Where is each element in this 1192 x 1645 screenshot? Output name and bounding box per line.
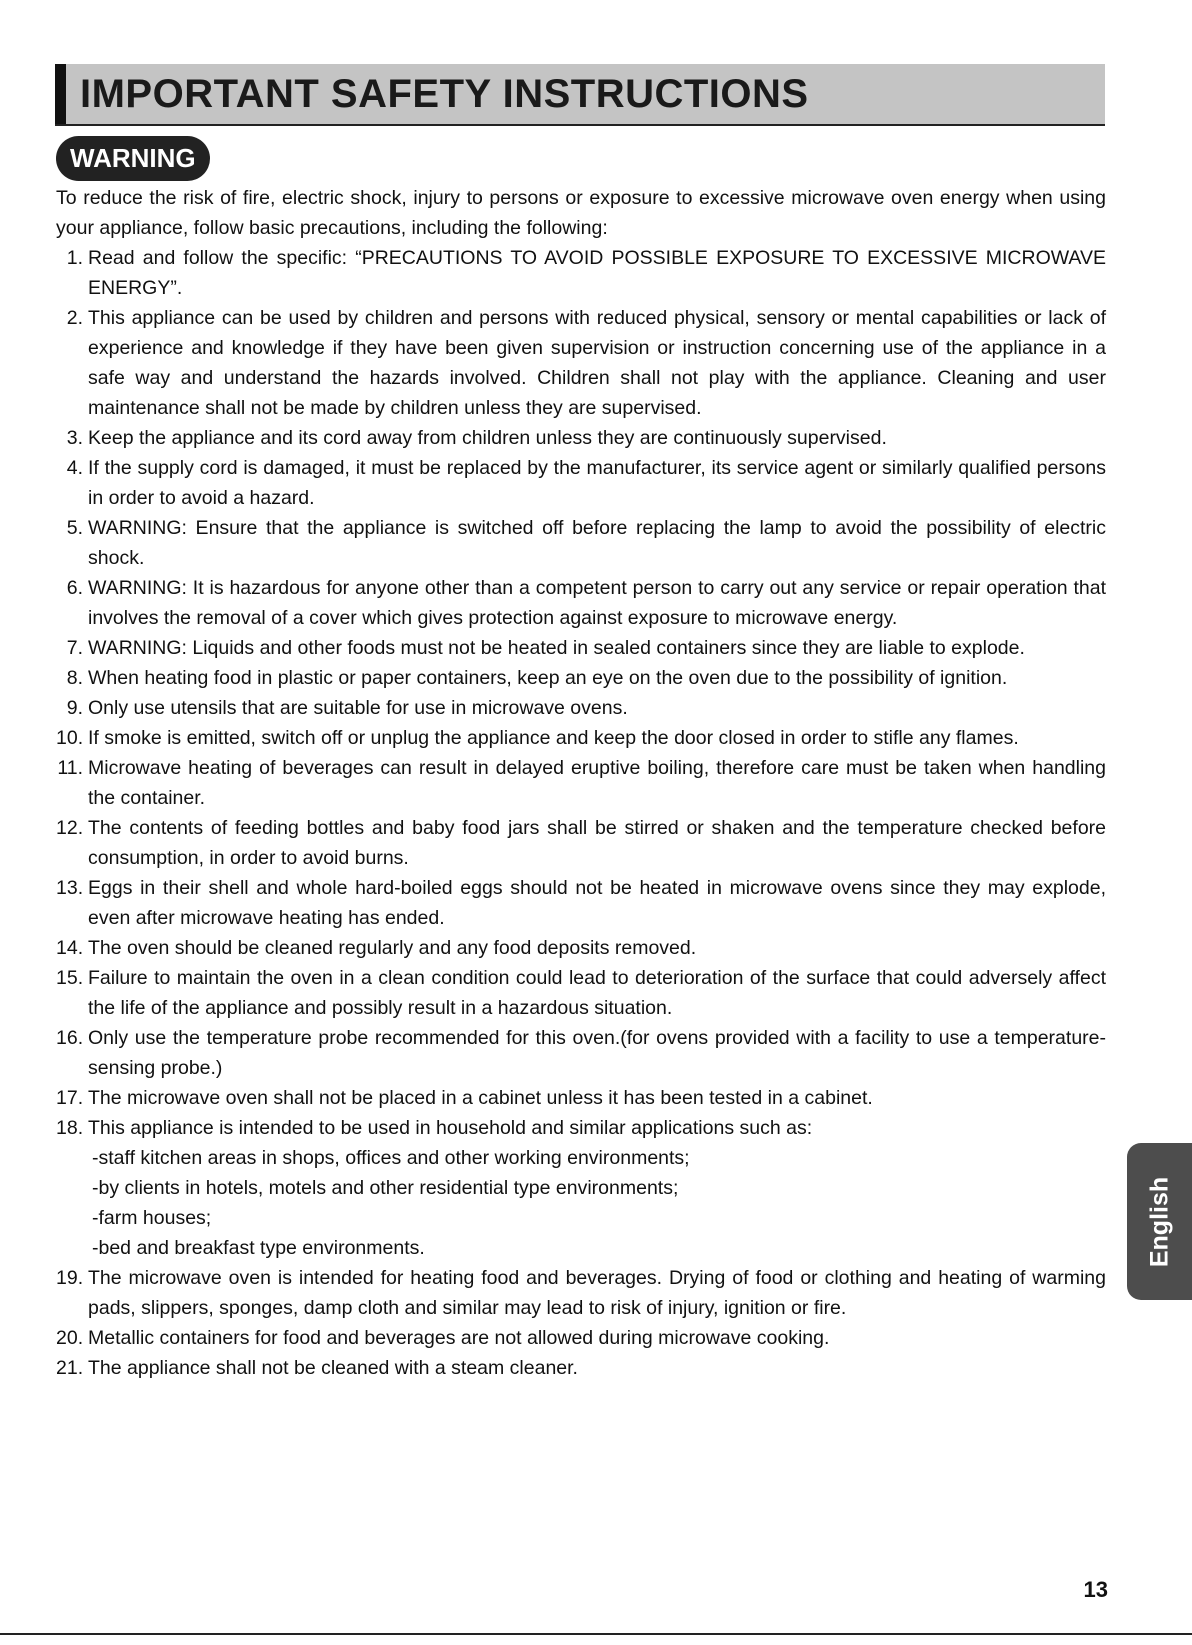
list-item [56, 813, 1106, 873]
item-number: 7. [66, 637, 83, 659]
item-number: 3. [66, 427, 83, 449]
list-item [56, 1113, 1106, 1263]
instructions-body [56, 183, 1106, 1383]
list-item [56, 693, 1106, 723]
warning-badge: WARNING [56, 136, 210, 181]
item-text: This appliance is intended to be used in household and similar applications such as: [88, 1117, 813, 1139]
item-text: Metallic containers for food and beverages are not allowed during microwave cooking. [88, 1327, 830, 1349]
item-number: 13. [56, 877, 84, 899]
item-number: 5. [66, 517, 83, 539]
item-number: 17. [56, 1087, 84, 1109]
item-number: 8. [66, 667, 83, 689]
item-text: If smoke is emitted, switch off or unplug the appliance and keep the door closed in order to stifle any flames. [88, 727, 1019, 749]
sub-item: -by clients in hotels, motels and other residential type environments; [92, 1177, 679, 1199]
item-text: Eggs in their shell and whole hard-boiled eggs should not be heated in microwave ovens since they may explode, even after microwave heating has ended. [88, 877, 1106, 929]
language-tab [1127, 1143, 1192, 1300]
list-item [56, 1023, 1106, 1083]
page-title: IMPORTANT SAFETY INSTRUCTIONS [80, 72, 809, 116]
list-item [56, 243, 1106, 303]
item-number: 21. [56, 1357, 84, 1379]
intro-paragraph: To reduce the risk of fire, electric shock, injury to persons or exposure to excessive microwave oven energy when using your appliance, follow basic precautions, including the following: [56, 187, 1106, 239]
list-item [56, 573, 1106, 633]
list-item [56, 303, 1106, 423]
item-text: Only use utensils that are suitable for use in microwave ovens. [88, 697, 628, 719]
item-text: Failure to maintain the oven in a clean condition could lead to deterioration of the surface that could adversely affect the life of the appliance and possibly result in a hazardous situation. [88, 967, 1106, 1019]
item-number: 11. [57, 757, 83, 779]
bottom-divider [0, 1633, 1192, 1635]
item-text: Read and follow the specific: “PRECAUTIONS TO AVOID POSSIBLE EXPOSURE TO EXCESSIVE MICROWAVE ENERGY”. [88, 247, 1106, 299]
list-item [56, 633, 1106, 663]
list-item [56, 873, 1106, 933]
list-item [56, 663, 1106, 693]
item-number: 1. [66, 247, 83, 269]
item-text: The oven should be cleaned regularly and any food deposits removed. [88, 937, 697, 959]
item-number: 10. [56, 727, 84, 749]
item-text: WARNING: Ensure that the appliance is switched off before replacing the lamp to avoid the possibility of electric shock. [88, 517, 1106, 569]
item-text: Microwave heating of beverages can result in delayed eruptive boiling, therefore care must be taken when handling the container. [88, 757, 1106, 809]
list-item [56, 423, 1106, 453]
item-text: When heating food in plastic or paper containers, keep an eye on the oven due to the possibility of ignition. [88, 667, 1008, 689]
item-number: 2. [66, 307, 83, 329]
item-number: 19. [56, 1267, 84, 1289]
list-item [56, 453, 1106, 513]
title-accent-bar [55, 64, 66, 124]
sub-item: -farm houses; [92, 1207, 212, 1229]
item-number: 20. [56, 1327, 84, 1349]
item-text: This appliance can be used by children and persons with reduced physical, sensory or mental capabilities or lack of experience and knowledge if they have been given supervision or instruction concerning use of the appliance in a safe way and understand the hazards involved. Children shall not play with the appliance. Cleaning and user maintenance shall not be made by children unless they are supervised. [88, 307, 1106, 419]
item-number: 6. [66, 577, 83, 599]
list-item [56, 513, 1106, 573]
item-text: WARNING: Liquids and other foods must not be heated in sealed containers since they are liable to explode. [88, 637, 1025, 659]
item-number: 15. [56, 967, 84, 989]
list-item [56, 963, 1106, 1023]
item-number: 18. [56, 1117, 84, 1139]
item-text: The microwave oven shall not be placed in a cabinet unless it has been tested in a cabinet. [88, 1087, 873, 1109]
instruction-list [56, 243, 1106, 1383]
page-number: 13 [1083, 1577, 1108, 1602]
item-text: If the supply cord is damaged, it must be replaced by the manufacturer, its service agent or similarly qualified persons in order to avoid a hazard. [88, 457, 1106, 509]
item-text: Only use the temperature probe recommended for this oven.(for ovens provided with a facility to use a temperature-sensing probe.) [88, 1027, 1106, 1079]
list-item [56, 1323, 1106, 1353]
list-item [56, 723, 1106, 753]
sub-item: -staff kitchen areas in shops, offices and other working environments; [92, 1147, 690, 1169]
language-tab-label: English [1145, 1176, 1173, 1267]
list-item [56, 1353, 1106, 1383]
item-text: The appliance shall not be cleaned with a steam cleaner. [88, 1357, 578, 1379]
item-text: Keep the appliance and its cord away from children unless they are continuously supervised. [88, 427, 887, 449]
item-text: The microwave oven is intended for heating food and beverages. Drying of food or clothing and heating of warming pads, slippers, sponges, damp cloth and similar may lead to risk of injury, ignition or fire. [88, 1267, 1106, 1319]
sub-item: -bed and breakfast type environments. [92, 1237, 425, 1259]
list-item [56, 1263, 1106, 1323]
item-number: 9. [66, 697, 83, 719]
item-text: The contents of feeding bottles and baby food jars shall be stirred or shaken and the temperature checked before consumption, in order to avoid burns. [88, 817, 1106, 869]
item-number: 16. [56, 1027, 84, 1049]
item-number: 12. [56, 817, 84, 839]
section-title-bar [55, 64, 1105, 126]
list-item [56, 933, 1106, 963]
list-item [56, 1083, 1106, 1113]
item-number: 4. [66, 457, 83, 479]
item-text: WARNING: It is hazardous for anyone other than a competent person to carry out any service or repair operation that involves the removal of a cover which gives protection against exposure to microwave energy. [88, 577, 1106, 629]
item-number: 14. [56, 937, 84, 959]
list-item [56, 753, 1106, 813]
